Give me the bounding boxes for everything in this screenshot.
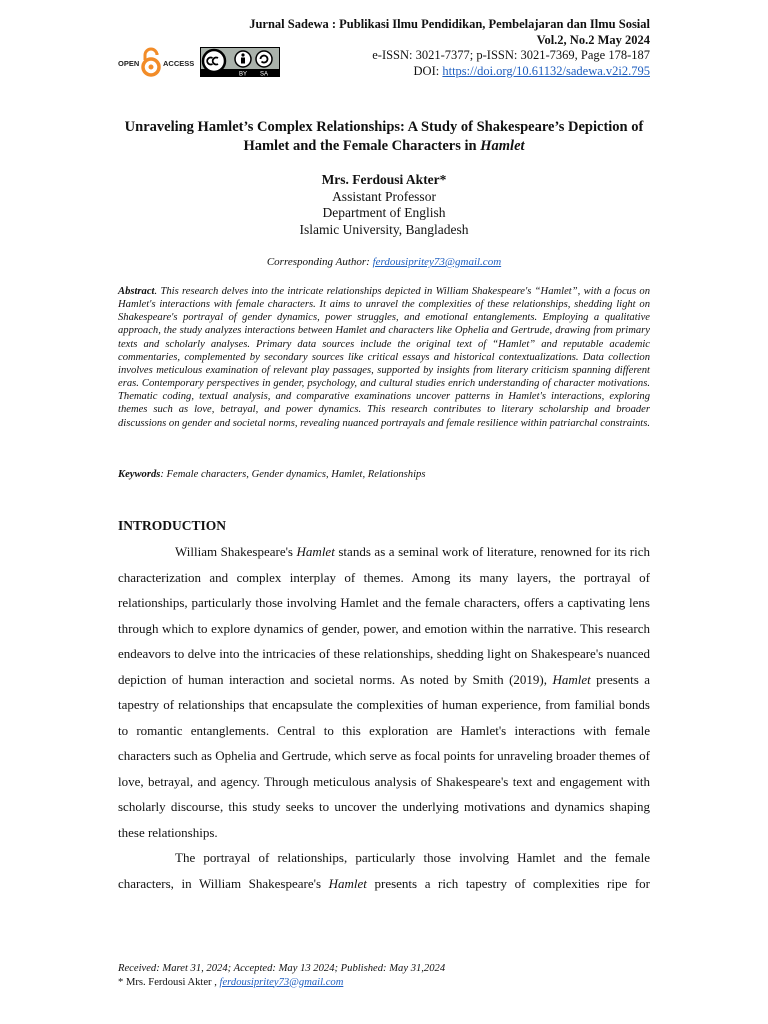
- footer-email-link[interactable]: ferdousipritey73@gmail.com: [219, 976, 344, 988]
- open-access-right: ACCESS: [163, 59, 195, 68]
- footer: [118, 962, 445, 989]
- author-block: [0, 172, 768, 238]
- keywords-text: : Female characters, Gender dynamics, Hamlet, Relationships: [160, 469, 426, 480]
- journal-volume: Vol.2, No.2 May 2024: [536, 32, 650, 47]
- introduction-body: [118, 539, 650, 896]
- cc-sa-label: SA: [259, 71, 269, 77]
- cc-by-label: BY: [238, 71, 248, 77]
- keywords-label: Keywords: [118, 469, 161, 480]
- open-access-logo: [118, 47, 196, 79]
- open-access-left: OPEN: [118, 59, 140, 68]
- keywords: [118, 469, 650, 480]
- author-department: Department of English: [322, 205, 446, 220]
- journal-doi: DOI: https://doi.org/10.61132/sadewa.v2i2.795: [413, 63, 650, 78]
- abstract: [118, 285, 650, 430]
- journal-issn: e-ISSN: 3021-7377; p-ISSN: 3021-7369, Page 178-187: [372, 48, 650, 62]
- corresponding-email-link[interactable]: ferdousipritey73@gmail.com: [372, 256, 502, 268]
- abstract-label: Abstract: [118, 286, 155, 297]
- author-university: Islamic University, Bangladesh: [299, 221, 469, 237]
- cc-license-badge: [200, 47, 280, 77]
- author-name: Mrs. Ferdousi Akter*: [321, 172, 447, 187]
- footer-dates: Received: Maret 31, 2024; Accepted: May 13 2024; Published: May 31,2024: [118, 963, 446, 974]
- footer-author: * Mrs. Ferdousi Akter , ferdousipritey73@gmail.com: [118, 976, 344, 988]
- introduction-heading: INTRODUCTION: [118, 518, 227, 533]
- author-position: Assistant Professor: [332, 188, 436, 204]
- journal-header: [249, 17, 650, 79]
- open-lock-icon: [140, 47, 162, 77]
- corresponding-author: Corresponding Author: ferdousipritey73@gmail.com: [266, 256, 502, 268]
- journal-name: Jurnal Sadewa : Publikasi Ilmu Pendidikan, Pembelajaran dan Ilmu Sosial: [249, 17, 650, 31]
- paragraph-2: The portrayal of relationships, particularly those involving Hamlet and the female characters, in William Shakespeare's Hamlet presents a rich tapestry of complexities ripe for: [118, 850, 650, 891]
- abstract-text: . This research delves into the intricate relationships depicted in William Shakespeare's “Hamlet”, with a focus on Hamlet's interactions with female characters. It aims to unravel the complexities of these relationships, shedding light on Shakespeare's portrayal of gender dynamics, power struggles, and emotional entanglements. Employing a qualitative approach, the study analyzes interactions between Hamlet and characters like Ophelia and Gertrude, drawing from primary texts and scholarly analyses. Primary data sources include the original text of “Hamlet” and reputable academic commentaries, complemented by secondary sources like critical essays and historical contextualizations. Data collection involves meticulous examination of relevant play passages, supported by insights from literary criticism spanning different eras. Contemporary perspectives in gender, psychology, and cultural studies enrich understanding of character motivations. Thematic coding, textual analysis, and comparative examinations uncover patterns in Hamlet's interactions, exploring themes such as love, betrayal, and power dynamics. This research contributes to literary scholarship and broader discussions on gender and societal norms, revealing nuanced portrayals and female resilience within patriarchal constraints.: [118, 286, 650, 429]
- doi-link[interactable]: https://doi.org/10.61132/sadewa.v2i2.795: [442, 63, 650, 78]
- sa-icon: [256, 51, 272, 67]
- paragraph-1: William Shakespeare's Hamlet stands as a seminal work of literature, renowned for its rich characterization and complex interplay of themes. Among its many layers, the portrayal of relationships, particularly those involving Hamlet and the female characters, offers a captivating lens through which to explore dynamics of gender, power, and emotion within the narrative. This research endeavors to delve into the intricacies of these relationships, shedding light on Shakespeare's nuanced depiction of human interaction and societal norms. As noted by Smith (2019), Hamlet presents a tapestry of relationships that encapsulate the complexities of human experience, from familial bonds to romantic entanglements. Central to this exploration are Hamlet's interactions with female characters such as Ophelia and Gertrude, which serve as focal points for unraveling broader themes of love, betrayal, and agency. Through meticulous analysis of Shakespeare's text and engagement with scholarly discourse, this study seeks to uncover the underlying motivations and dynamics shaping these relationships.: [118, 544, 650, 840]
- paper-title: Unraveling Hamlet’s Complex Relationships: A Study of Shakespeare’s Depiction of Hamlet and the Female Characters in Hamlet: [124, 119, 644, 154]
